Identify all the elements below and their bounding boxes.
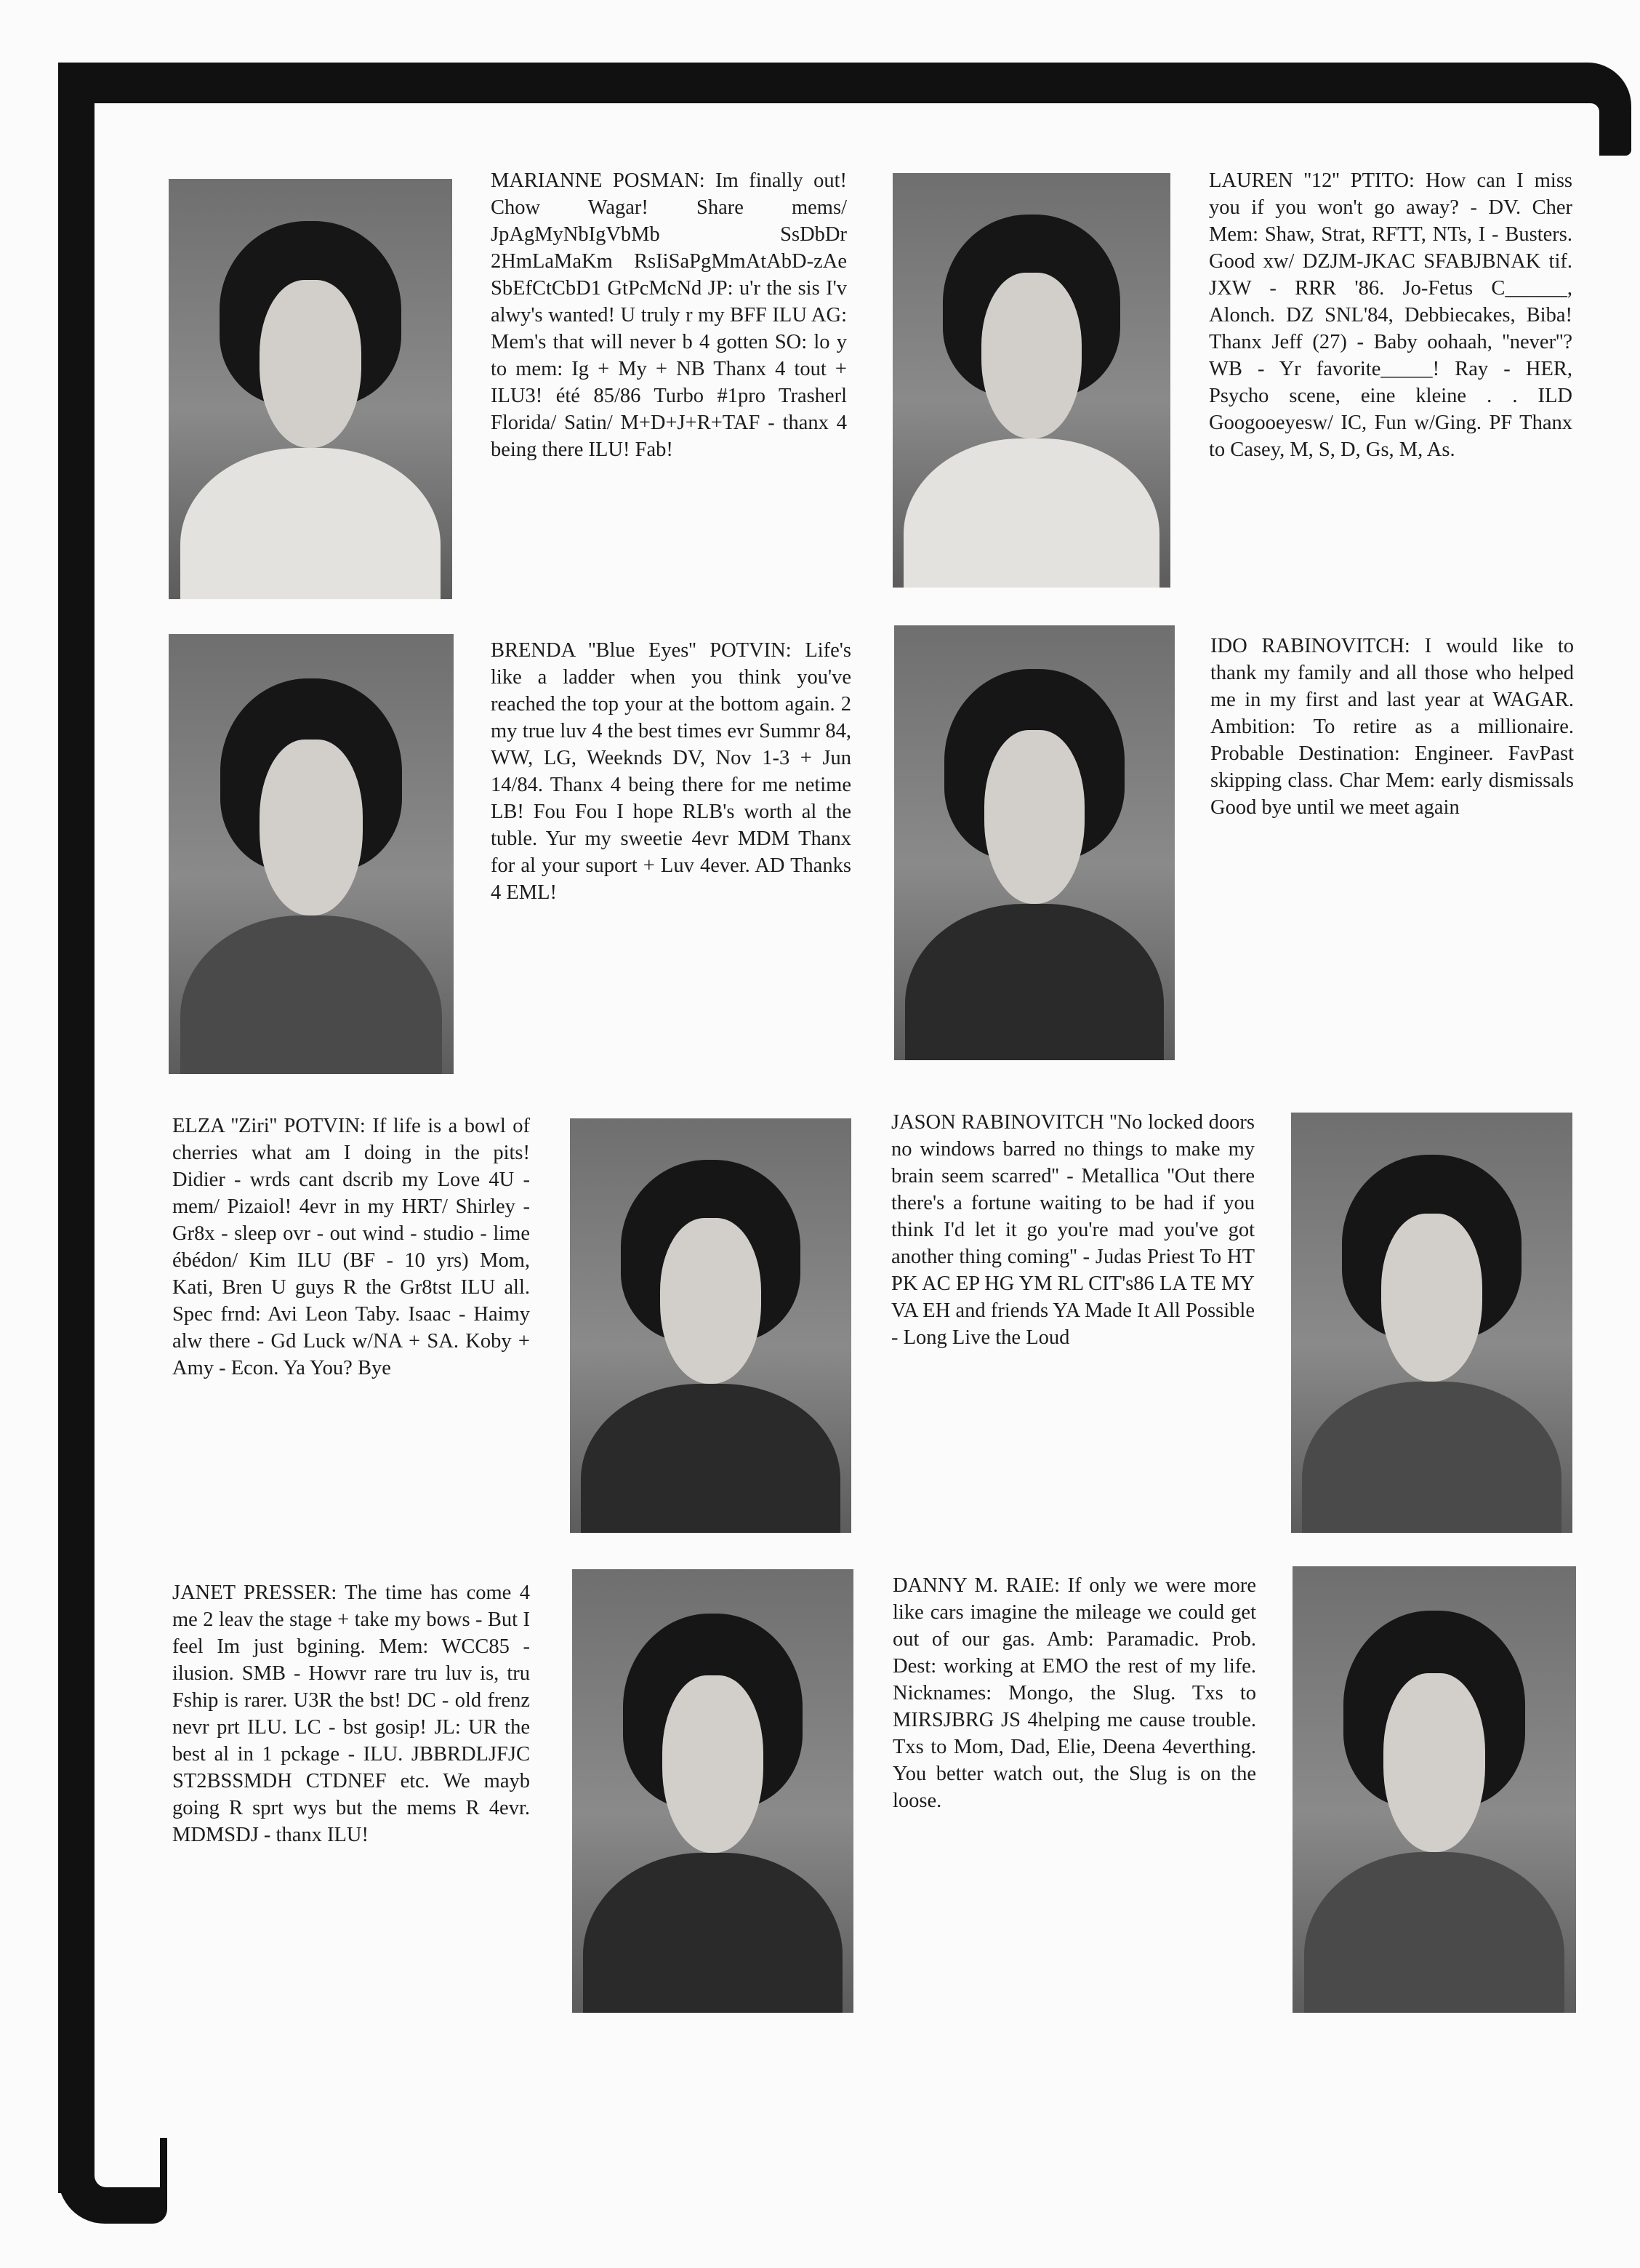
- photo-marianne-posman: [169, 179, 452, 599]
- student-text: I would like to thank my family and all those who helped me in my first and last year at WAGAR. Ambition: To retire as a millionaire. Probable Destination: Engineer. FavPast skipping class. Char Mem: early dismissals Good bye until we meet again: [1210, 635, 1574, 819]
- student-name: JASON RABINOVITCH: [891, 1111, 1104, 1134]
- entry-marianne-posman: [491, 167, 847, 463]
- entry-brenda-potvin: [491, 637, 851, 906]
- student-name: IDO RABINOVITCH:: [1210, 635, 1410, 657]
- student-text: Life's like a ladder when you think you've reached the top your at the bottom again. 2 my true luv 4 the best times evr Summr 84, WW, LG, Weeknds DV, Nov 1-3 + Jun 14/84. Thanx 4 being there for me netime LB! Fou Fou I hope RLB's worth al the tuble. Yur my sweetie 4evr MDM Thanx for al your suport + Luv 4ever. AD Thanks 4 EML!: [491, 639, 852, 904]
- photo-jason-rabinovitch: [1291, 1113, 1572, 1533]
- entry-lauren-ptito: [1209, 167, 1572, 463]
- frame-top-bar: [58, 63, 1570, 103]
- student-name: MARIANNE POSMAN:: [491, 169, 705, 192]
- entry-ido-rabinovitch: [1210, 633, 1574, 821]
- photo-danny-raie: [1293, 1566, 1576, 2013]
- frame-bottom-left-hook: [58, 2138, 167, 2224]
- photo-ido-rabinovitch: [894, 625, 1175, 1060]
- student-name: BRENDA ''Blue Eyes'' POTVIN:: [491, 639, 792, 662]
- student-text: Im finally out! Chow Wagar! Share mems/ JpAgMyNbIgVbMb SsDbDr 2HmLaMaKm RsIiSaPgMmAtAbD-zAe SbEfCtCbD1 GtPcMcNd JP: u'r the sis I'v alwy's wanted! U truly r my BFF ILU AG: Mem's that will never b 4 gotten SO: lo y to mem: Ig + My + NB Thanx 4 tout + ILU3! été 85/86 Turbo #1pro Trasherl Florida/ Satin/ M+D+J+R+TAF - thanx 4 being there ILU! Fab!: [491, 169, 847, 461]
- photo-janet-presser: [572, 1569, 853, 2013]
- entry-janet-presser: [172, 1579, 530, 1848]
- frame-left-bar: [58, 63, 95, 2193]
- student-text: The time has come 4 me 2 leav the stage + take my bows - But I feel Im just bgining. Mem: WCC85 - ilusion. SMB - Howvr rare tru luv is, tru Fship is rarer. U3R the bst! DC - old frenz nevr prt ILU. LC - bst gosip! JL: UR the best al in 1 pckage - ILU. JBBRDLJFJC ST2BSSMDH CTDNEF etc. We mayb going R sprt wys but the mems R 4evr. MDMSDJ - thanx ILU!: [172, 1582, 530, 1846]
- student-name: DANNY M. RAIE:: [893, 1574, 1060, 1597]
- student-name: ELZA ''Ziri'' POTVIN:: [172, 1115, 366, 1137]
- photo-lauren-ptito: [893, 173, 1170, 588]
- photo-brenda-potvin: [169, 634, 454, 1074]
- student-text: If only we were more like cars imagine the mileage we could get out of our gas. Amb: Paramadic. Prob. Dest: working at EMO the rest of my life. Nicknames: Mongo, the Slug. Txs to MIRSJBRG JS 4helping me cause trouble. Txs to Mom, Dad, Elie, Deena 4everthing. You better watch out, the Slug is on the loose.: [893, 1574, 1256, 1812]
- frame-top-right-hook: [1556, 63, 1631, 156]
- student-text: If life is a bowl of cherries what am I doing in the pits! Didier - wrds cant dscrib my Love 4U - mem/ Pizaiol! 4evr in my HRT/ Shirley - Gr8x - sleep ovr - out wind - studio - lime ébédon/ Kim ILU (BF - 10 yrs) Mom, Kati, Bren U guys R the Gr8tst ILU all. Spec frnd: Avi Leon Taby. Isaac - Haimy alw there - Gd Luck w/NA + SA. Koby + Amy - Econ. Ya You? Bye: [172, 1115, 531, 1379]
- entry-danny-raie: [893, 1572, 1256, 1814]
- student-name: JANET PRESSER:: [172, 1582, 337, 1604]
- student-text: How can I miss you if you won't go away? - DV. Cher Mem: Shaw, Strat, RFTT, NTs, I - Busters. Good xw/ DZJM-JKAC SFABJBNAK tif. JXW - RRR '86. Jo-Fetus C______, Alonch. DZ SNL'84, Debbiecakes, Biba! Thanx Jeff (27) - Baby oohaah, ''never''? WB - Yr favorite_____! Ray - HER, Psycho scene, eine kleine . . ILD Googooeyesw/ IC, Fun w/Ging. PF Thanx to Casey, M, S, D, Gs, M, As.: [1209, 169, 1573, 461]
- student-text: ''No locked doors no windows barred no things to make my brain seem scarred'' - Metallica ''Out there there's a fortune waiting to be had if you think I'd let it go you're mad you've got another thing coming'' - Judas Priest To HT PK AC EP HG YM RL CIT's86 LA TE MY VA EH and friends YA Made It All Possible - Long Live the Loud: [891, 1111, 1255, 1349]
- photo-elza-potvin: [570, 1118, 851, 1533]
- entry-jason-rabinovitch: [891, 1109, 1255, 1351]
- entry-elza-potvin: [172, 1113, 530, 1382]
- student-name: LAUREN ''12'' PTITO:: [1209, 169, 1415, 192]
